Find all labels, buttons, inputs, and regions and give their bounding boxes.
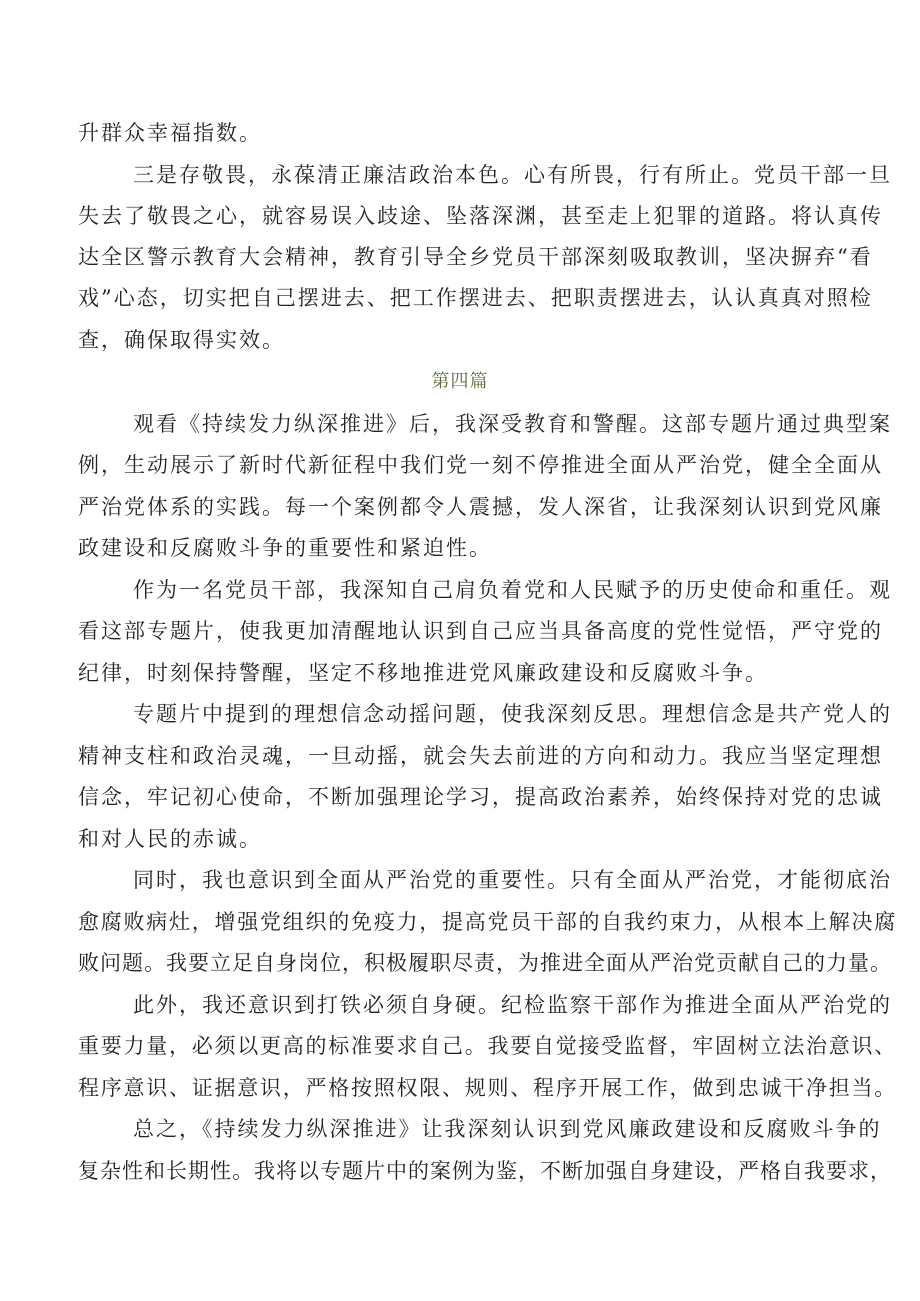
text-line: 重要力量，必须以更高的标准要求自己。我要自觉接受监督，牢固树立法治意识、 xyxy=(78,1034,897,1058)
text-line: 观看《持续发力纵深推进》后，我深受教育和警醒。这部专题片通过典型案 xyxy=(133,412,892,436)
text-line: 信念，牢记初心使命，不断加强理论学习，提高政治素养，始终保持对党的忠诚 xyxy=(78,785,883,809)
text-line: 严治党体系的实践。每一个案例都令人震撼，发人深省，让我深刻认识到党风廉 xyxy=(78,495,883,519)
text-line: 戏”心态，切实把自己摆进去、把工作摆进去、把职责摆进去，认认真真对照检 xyxy=(78,286,873,310)
text-line: 此外，我还意识到打铁必须自身硬。纪检监察干部作为推进全面从严治党的 xyxy=(133,993,892,1017)
text-line: 专题片中提到的理想信念动摇问题，使我深刻反思。理想信念是共产党人的 xyxy=(133,702,892,726)
text-line: 例，生动展示了新时代新征程中我们党一刻不停推进全面从严治党，健全全面从 xyxy=(78,453,883,477)
text-line: 程序意识、证据意识，严格按照权限、规则、程序开展工作，做到忠诚干净担当。 xyxy=(78,1076,897,1100)
section-title: 第四篇 xyxy=(431,371,489,392)
text-line: 愈腐败病灶，增强党组织的免疫力，提高党员干部的自我约束力，从根本上解决腐 xyxy=(78,910,897,934)
text-line: 失去了敬畏之心，就容易误入歧途、坠落深渊，甚至走上犯罪的道路。将认真传 xyxy=(78,204,883,228)
text-line: 作为一名党员干部，我深知自己肩负着党和人民赋予的历史使命和重任。观 xyxy=(133,578,892,602)
text-line: 和对人民的赤诚。 xyxy=(78,827,262,851)
text-line: 复杂性和长期性。我将以专题片中的案例为鉴，不断加强自身建设，严格自我要求， xyxy=(78,1159,892,1183)
text-line: 达全区警示教育大会精神，教育引导全乡党员干部深刻吸取教训，坚决摒弃“看 xyxy=(78,245,873,269)
text-line: 总之，《持续发力纵深推进》让我深刻认识到党风廉政建设和反腐败斗争的 xyxy=(133,1117,882,1141)
text-line: 同时，我也意识到全面从严治党的重要性。只有全面从严治党，才能彻底治 xyxy=(133,868,892,892)
text-line: 精神支柱和政治灵魂，一旦动摇，就会失去前进的方向和动力。我应当坚定理想 xyxy=(78,744,883,768)
text-line: 看这部专题片，使我更加清醒地认识到自己应当具备高度的党性觉悟，严守党的 xyxy=(78,619,883,643)
text-line: 纪律，时刻保持警醒，坚定不移地推进党风廉政建设和反腐败斗争。 xyxy=(78,661,768,685)
text-line: 升群众幸福指数。 xyxy=(78,121,262,145)
text-line: 三是存敬畏，永葆清正廉洁政治本色。心有所畏，行有所止。党员干部一旦 xyxy=(133,163,892,187)
text-line: 败问题。我要立足自身岗位，积极履职尽责，为推进全面从严治党贡献自己的力量。 xyxy=(78,951,892,975)
text-line: 查，确保取得实效。 xyxy=(78,328,285,352)
text-line: 政建设和反腐败斗争的重要性和紧迫性。 xyxy=(78,536,492,560)
